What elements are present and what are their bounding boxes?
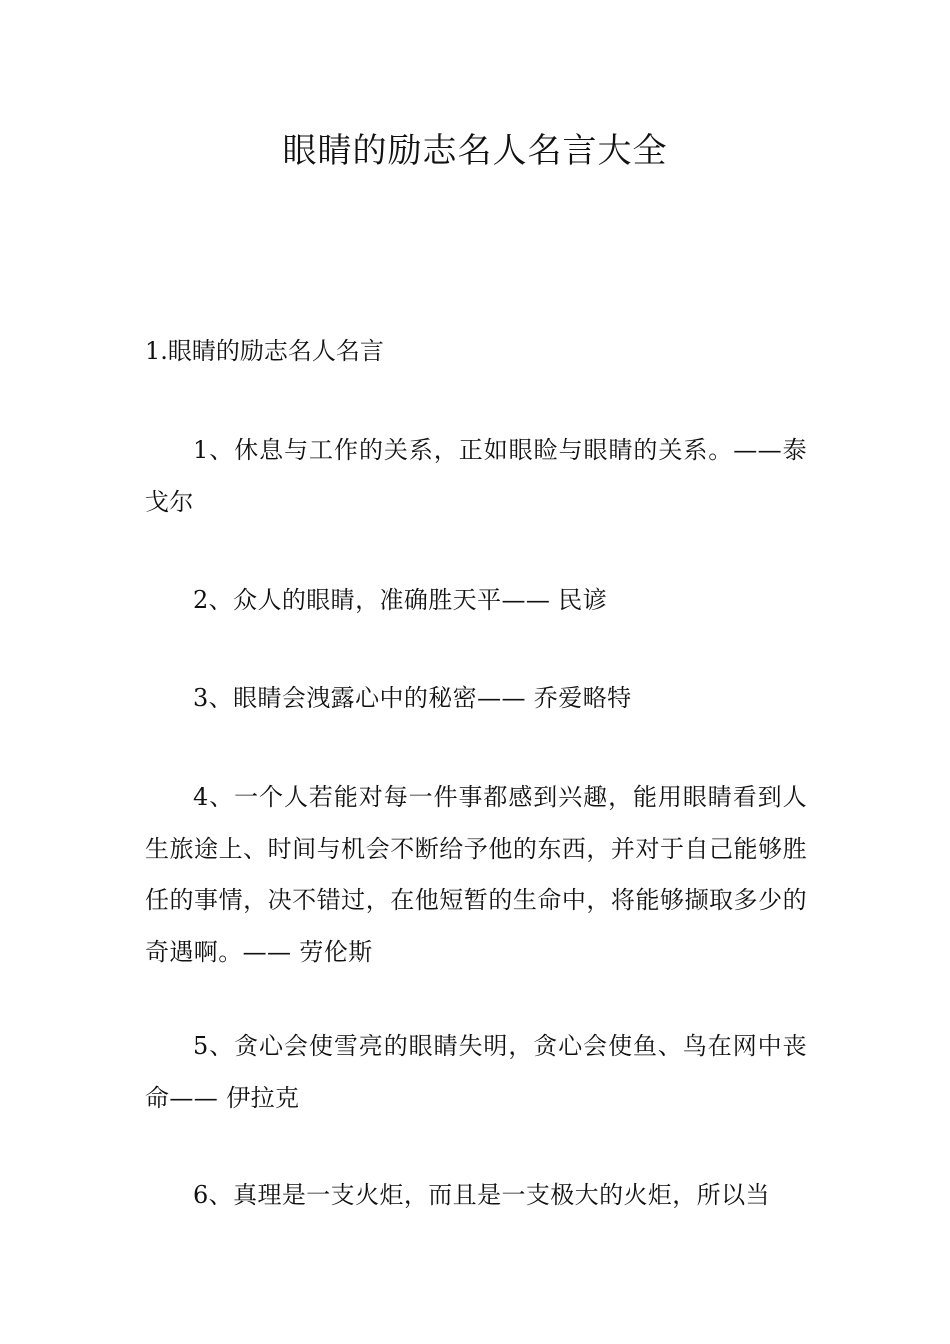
quote-6: 6、真理是一支火炬，而且是一支极大的火炬，所以当: [193, 1181, 770, 1209]
quote-5: 5、贪心会使雪亮的眼睛失明，贪心会使鱼、鸟在网中丧命—— 伊拉克: [145, 1032, 807, 1112]
section-heading: 1.眼睛的励志名人名言: [145, 337, 384, 365]
quote-3: 3、眼睛会洩露心中的秘密—— 乔爱略特: [193, 684, 632, 712]
quote-4: 4、一个人若能对每一件事都感到兴趣，能用眼睛看到人生旅途上、时间与机会不断给予他的东西，并对于自己能够胜任的事情，决不错过，在他短暂的生命中，将能够撷取多少的奇遇啊。—— 劳伦斯: [145, 783, 807, 966]
quote-2: 2、众人的眼睛，准确胜天平—— 民谚: [193, 586, 608, 614]
document-title: 眼睛的励志名人名言大全: [282, 131, 668, 171]
quote-1: 1、休息与工作的关系，正如眼睑与眼睛的关系。——泰戈尔: [145, 436, 807, 516]
